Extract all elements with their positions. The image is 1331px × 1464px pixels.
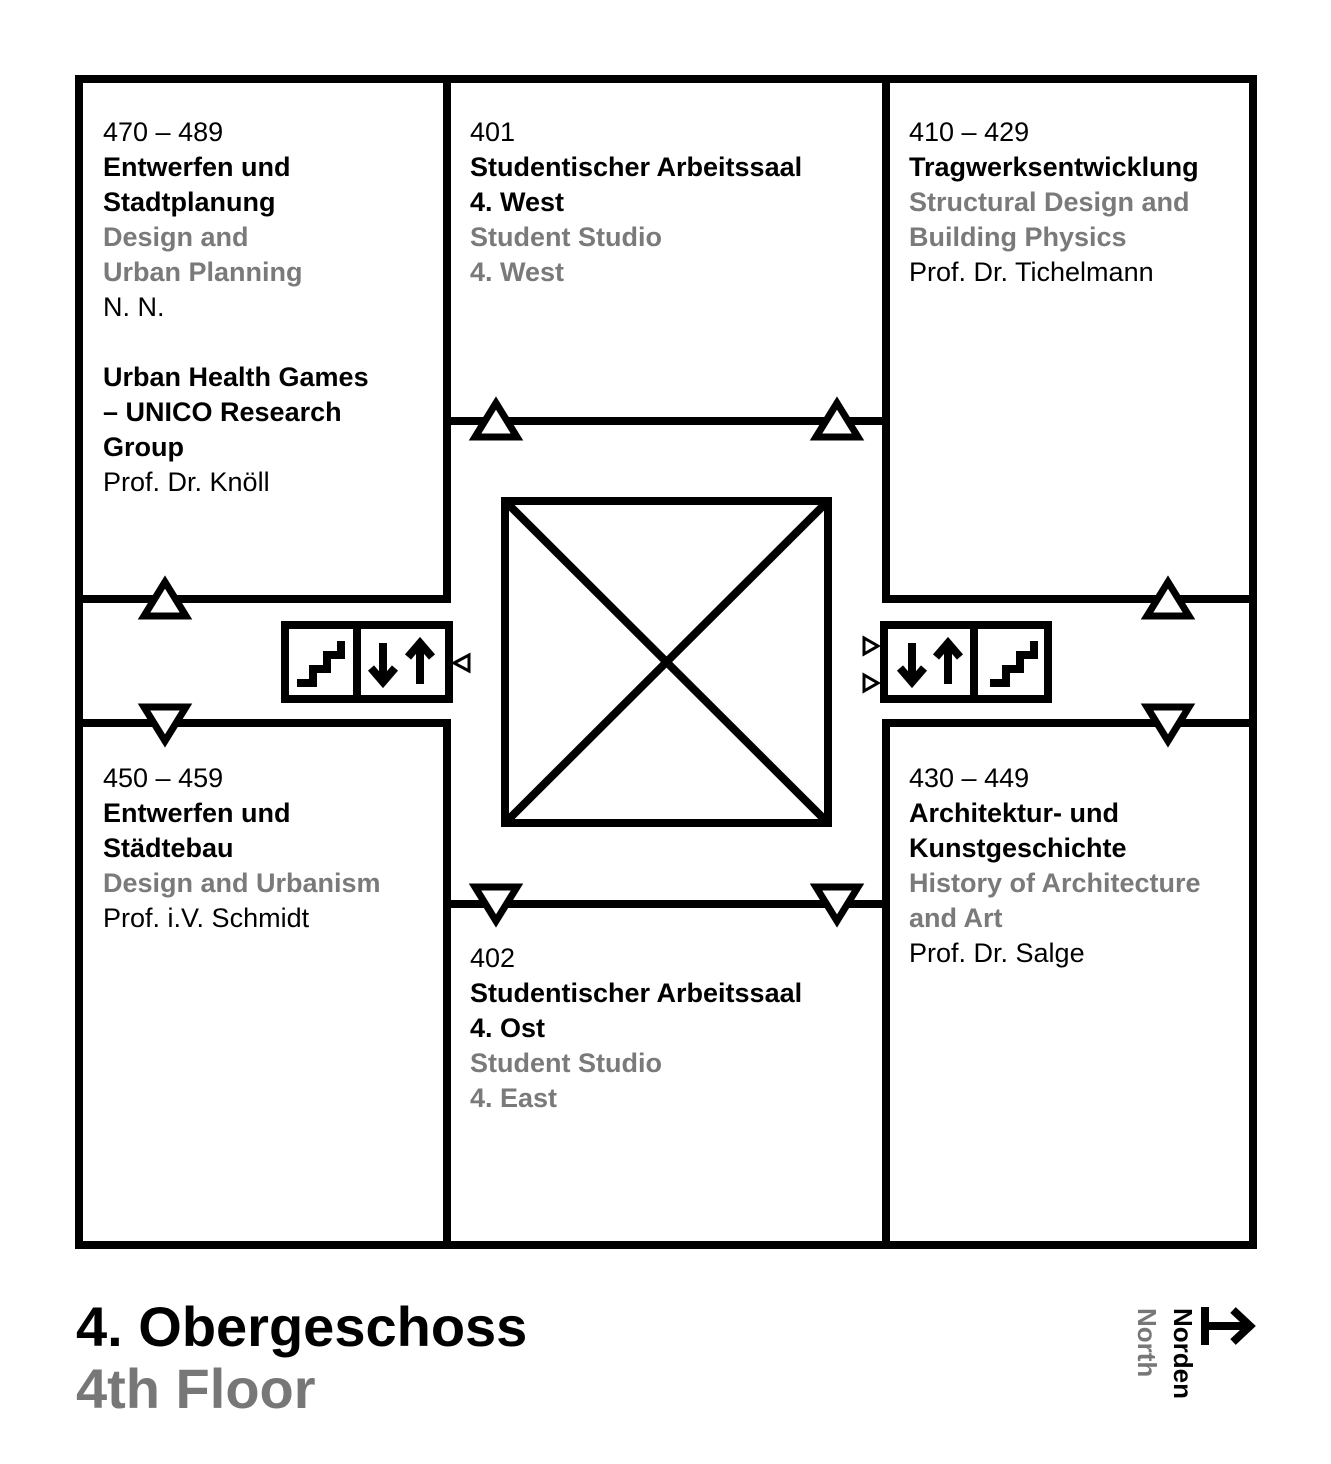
room-name-de: Architektur- und bbox=[909, 798, 1120, 828]
room-number: 470 – 489 bbox=[103, 117, 224, 147]
floor-title-en: 4th Floor bbox=[76, 1357, 316, 1420]
room-name-en: Student Studio bbox=[470, 1048, 662, 1078]
lift-indicator-icon bbox=[864, 675, 878, 691]
room-402 bbox=[470, 941, 802, 1116]
lift-indicator-icon bbox=[864, 638, 878, 654]
room-number: 430 – 449 bbox=[909, 763, 1030, 793]
room-name-de: Städtebau bbox=[103, 833, 234, 863]
room-name-de: Kunstgeschichte bbox=[909, 833, 1127, 863]
room-401 bbox=[470, 115, 802, 290]
north-label-de: Norden bbox=[1168, 1308, 1198, 1399]
room-name-de: Stadtplanung bbox=[103, 187, 276, 217]
west-core bbox=[285, 625, 449, 699]
floor-title bbox=[76, 1296, 527, 1420]
group-professor: Prof. Dr. Knöll bbox=[103, 467, 270, 497]
room-number: 410 – 429 bbox=[909, 117, 1030, 147]
room-name-en: Design and bbox=[103, 222, 249, 252]
room-name-de: Entwerfen und bbox=[103, 798, 291, 828]
room-410-429 bbox=[909, 115, 1199, 290]
group-name: Urban Health Games bbox=[103, 362, 369, 392]
room-450-459 bbox=[103, 761, 381, 936]
room-professor: Prof. i.V. Schmidt bbox=[103, 903, 310, 933]
floor-title-de: 4. Obergeschoss bbox=[76, 1295, 528, 1358]
room-professor: Prof. Dr. Tichelmann bbox=[909, 257, 1154, 287]
north-indicator bbox=[1126, 1300, 1266, 1420]
east-core bbox=[884, 625, 1048, 699]
room-name-en: and Art bbox=[909, 903, 1003, 933]
room-name-de: Studentischer Arbeitssaal bbox=[470, 978, 803, 1008]
room-name-en: Design and Urbanism bbox=[103, 868, 381, 898]
room-number: 450 – 459 bbox=[103, 763, 224, 793]
room-name-en: Structural Design and bbox=[909, 187, 1190, 217]
north-label-en: North bbox=[1132, 1308, 1162, 1378]
room-name-de: Entwerfen und bbox=[103, 152, 291, 182]
room-name-de: Studentischer Arbeitssaal bbox=[470, 152, 803, 182]
lift-indicator-icon bbox=[454, 655, 469, 671]
room-430-449 bbox=[909, 761, 1201, 971]
group-name: – UNICO Research bbox=[103, 397, 342, 427]
room-number: 401 bbox=[470, 117, 516, 147]
room-name-en: 4. East bbox=[470, 1083, 558, 1113]
atrium-void-icon bbox=[505, 501, 828, 823]
room-name-en: History of Architecture bbox=[909, 868, 1201, 898]
room-name-en: 4. West bbox=[470, 257, 565, 287]
room-470-489 bbox=[103, 115, 369, 500]
room-name-en: Building Physics bbox=[909, 222, 1127, 252]
room-name-de: 4. Ost bbox=[470, 1013, 546, 1043]
group-name: Group bbox=[103, 432, 184, 462]
room-name-de: 4. West bbox=[470, 187, 565, 217]
room-professor: Prof. Dr. Salge bbox=[909, 938, 1085, 968]
room-professor: N. N. bbox=[103, 292, 165, 322]
room-number: 402 bbox=[470, 943, 516, 973]
room-name-de: Tragwerksentwicklung bbox=[909, 152, 1199, 182]
room-name-en: Urban Planning bbox=[103, 257, 303, 287]
room-name-en: Student Studio bbox=[470, 222, 662, 252]
